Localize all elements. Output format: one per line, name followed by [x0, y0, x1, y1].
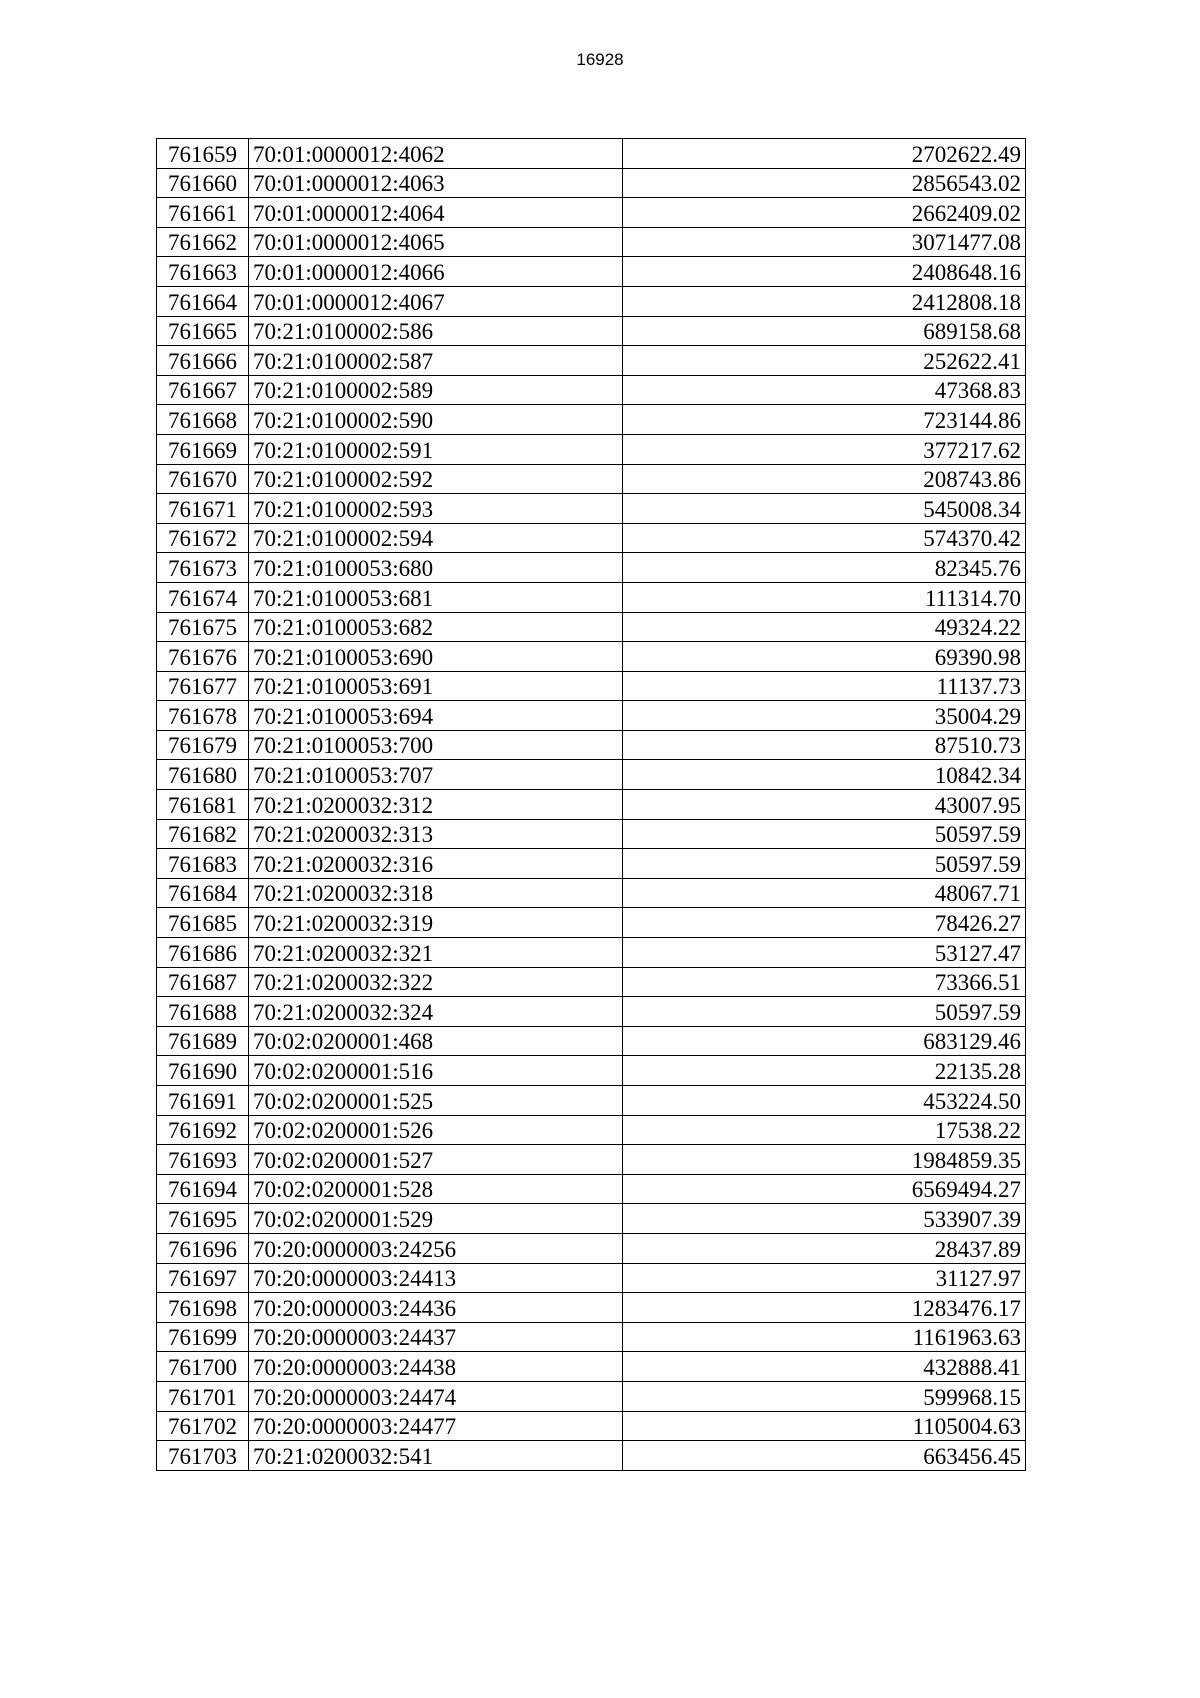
cadastral-value-cell: 50597.59 — [623, 819, 1026, 849]
table-row — [157, 642, 1026, 672]
cadastral-number-cell: 70:01:0000012:4064 — [249, 198, 623, 228]
cadastral-number-cell: 70:21:0200032:319 — [249, 908, 623, 938]
cadastral-value-cell: 599968.15 — [623, 1381, 1026, 1411]
cadastral-number-cell: 70:21:0200032:321 — [249, 938, 623, 968]
row-number-cell: 761670 — [157, 464, 249, 494]
table-row — [157, 1115, 1026, 1145]
table-row — [157, 819, 1026, 849]
cadastral-value-cell: 50597.59 — [623, 997, 1026, 1027]
cadastral-number-cell: 70:02:0200001:529 — [249, 1204, 623, 1234]
cadastral-number-cell: 70:21:0100053:682 — [249, 612, 623, 642]
cadastral-value-cell: 1161963.63 — [623, 1322, 1026, 1352]
row-number-cell: 761681 — [157, 790, 249, 820]
cadastral-number-cell: 70:21:0100002:592 — [249, 464, 623, 494]
cadastral-value-cell: 453224.50 — [623, 1086, 1026, 1116]
table-row — [157, 701, 1026, 731]
table-row — [157, 671, 1026, 701]
cadastral-number-cell: 70:21:0100053:694 — [249, 701, 623, 731]
cadastral-value-cell: 663456.45 — [623, 1441, 1026, 1471]
row-number-cell: 761694 — [157, 1174, 249, 1204]
cadastral-number-cell: 70:21:0100002:586 — [249, 316, 623, 346]
table-row — [157, 938, 1026, 968]
cadastral-number-cell: 70:21:0200032:318 — [249, 878, 623, 908]
table-row — [157, 1233, 1026, 1263]
cadastral-value-cell: 49324.22 — [623, 612, 1026, 642]
table-row — [157, 612, 1026, 642]
row-number-cell: 761701 — [157, 1381, 249, 1411]
cadastral-number-cell: 70:20:0000003:24436 — [249, 1293, 623, 1323]
row-number-cell: 761662 — [157, 227, 249, 257]
table-row — [157, 967, 1026, 997]
row-number-cell: 761686 — [157, 938, 249, 968]
row-number-cell: 761695 — [157, 1204, 249, 1234]
cadastral-value-cell: 53127.47 — [623, 938, 1026, 968]
table-row — [157, 1441, 1026, 1471]
row-number-cell: 761664 — [157, 286, 249, 316]
table-row — [157, 1174, 1026, 1204]
cadastral-value-cell: 11137.73 — [623, 671, 1026, 701]
row-number-cell: 761687 — [157, 967, 249, 997]
cadastral-number-cell: 70:20:0000003:24413 — [249, 1263, 623, 1293]
table-row — [157, 997, 1026, 1027]
cadastral-value-cell: 6569494.27 — [623, 1174, 1026, 1204]
row-number-cell: 761700 — [157, 1352, 249, 1382]
cadastral-number-cell: 70:01:0000012:4065 — [249, 227, 623, 257]
table-row — [157, 908, 1026, 938]
row-number-cell: 761699 — [157, 1322, 249, 1352]
cadastral-value-cell: 1105004.63 — [623, 1411, 1026, 1441]
row-number-cell: 761698 — [157, 1293, 249, 1323]
cadastral-value-cell: 31127.97 — [623, 1263, 1026, 1293]
cadastral-number-cell: 70:21:0100053:691 — [249, 671, 623, 701]
table-row — [157, 1293, 1026, 1323]
table-row — [157, 375, 1026, 405]
table-row — [157, 730, 1026, 760]
cadastral-value-cell: 2408648.16 — [623, 257, 1026, 287]
cadastral-value-cell: 35004.29 — [623, 701, 1026, 731]
cadastral-number-cell: 70:21:0100053:690 — [249, 642, 623, 672]
cadastral-value-cell: 3071477.08 — [623, 227, 1026, 257]
cadastral-number-cell: 70:02:0200001:528 — [249, 1174, 623, 1204]
row-number-cell: 761676 — [157, 642, 249, 672]
cadastral-value-cell: 48067.71 — [623, 878, 1026, 908]
cadastral-value-cell: 689158.68 — [623, 316, 1026, 346]
cadastral-number-cell: 70:01:0000012:4062 — [249, 139, 623, 169]
cadastral-number-cell: 70:20:0000003:24477 — [249, 1411, 623, 1441]
table-row — [157, 553, 1026, 583]
row-number-cell: 761690 — [157, 1056, 249, 1086]
table-row — [157, 878, 1026, 908]
cadastral-value-cell: 73366.51 — [623, 967, 1026, 997]
table-row — [157, 1411, 1026, 1441]
cadastral-number-cell: 70:01:0000012:4066 — [249, 257, 623, 287]
table-row — [157, 1322, 1026, 1352]
row-number-cell: 761678 — [157, 701, 249, 731]
cadastral-number-cell: 70:21:0100053:700 — [249, 730, 623, 760]
row-number-cell: 761671 — [157, 494, 249, 524]
cadastral-value-cell: 2412808.18 — [623, 286, 1026, 316]
table-row — [157, 849, 1026, 879]
cadastral-number-cell: 70:21:0100053:680 — [249, 553, 623, 583]
cadastral-number-cell: 70:21:0200032:313 — [249, 819, 623, 849]
cadastral-number-cell: 70:21:0200032:312 — [249, 790, 623, 820]
row-number-cell: 761660 — [157, 168, 249, 198]
cadastral-number-cell: 70:21:0100053:681 — [249, 582, 623, 612]
row-number-cell: 761688 — [157, 997, 249, 1027]
row-number-cell: 761703 — [157, 1441, 249, 1471]
row-number-cell: 761702 — [157, 1411, 249, 1441]
cadastral-number-cell: 70:21:0200032:324 — [249, 997, 623, 1027]
row-number-cell: 761691 — [157, 1086, 249, 1116]
table-row — [157, 1263, 1026, 1293]
cadastral-value-cell: 50597.59 — [623, 849, 1026, 879]
cadastral-value-table — [156, 138, 1026, 1471]
row-number-cell: 761677 — [157, 671, 249, 701]
row-number-cell: 761669 — [157, 434, 249, 464]
cadastral-value-cell: 2702622.49 — [623, 139, 1026, 169]
table-row — [157, 1352, 1026, 1382]
table-row — [157, 286, 1026, 316]
table-row — [157, 464, 1026, 494]
cadastral-number-cell: 70:21:0200032:316 — [249, 849, 623, 879]
cadastral-number-cell: 70:21:0100002:587 — [249, 346, 623, 376]
cadastral-value-cell: 111314.70 — [623, 582, 1026, 612]
row-number-cell: 761666 — [157, 346, 249, 376]
table-row — [157, 1056, 1026, 1086]
cadastral-value-cell: 723144.86 — [623, 405, 1026, 435]
table-row — [157, 434, 1026, 464]
cadastral-number-cell: 70:21:0100002:591 — [249, 434, 623, 464]
table-row — [157, 316, 1026, 346]
cadastral-value-cell: 17538.22 — [623, 1115, 1026, 1145]
row-number-cell: 761668 — [157, 405, 249, 435]
cadastral-value-cell: 2856543.02 — [623, 168, 1026, 198]
cadastral-number-cell: 70:21:0200032:322 — [249, 967, 623, 997]
table-row — [157, 523, 1026, 553]
cadastral-value-cell: 28437.89 — [623, 1233, 1026, 1263]
cadastral-value-cell: 252622.41 — [623, 346, 1026, 376]
table-row — [157, 1086, 1026, 1116]
cadastral-value-cell: 82345.76 — [623, 553, 1026, 583]
cadastral-number-cell: 70:01:0000012:4063 — [249, 168, 623, 198]
cadastral-value-cell: 533907.39 — [623, 1204, 1026, 1234]
row-number-cell: 761696 — [157, 1233, 249, 1263]
cadastral-value-cell: 22135.28 — [623, 1056, 1026, 1086]
cadastral-value-cell: 78426.27 — [623, 908, 1026, 938]
cadastral-value-cell: 1984859.35 — [623, 1145, 1026, 1175]
table-row — [157, 198, 1026, 228]
table-row — [157, 139, 1026, 169]
cadastral-value-cell: 87510.73 — [623, 730, 1026, 760]
cadastral-value-cell: 1283476.17 — [623, 1293, 1026, 1323]
cadastral-number-cell: 70:02:0200001:516 — [249, 1056, 623, 1086]
cadastral-value-cell: 208743.86 — [623, 464, 1026, 494]
row-number-cell: 761679 — [157, 730, 249, 760]
row-number-cell: 761665 — [157, 316, 249, 346]
row-number-cell: 761682 — [157, 819, 249, 849]
cadastral-number-cell: 70:02:0200001:527 — [249, 1145, 623, 1175]
cadastral-number-cell: 70:20:0000003:24256 — [249, 1233, 623, 1263]
cadastral-value-cell: 69390.98 — [623, 642, 1026, 672]
row-number-cell: 761663 — [157, 257, 249, 287]
table-row — [157, 227, 1026, 257]
cadastral-number-cell: 70:02:0200001:468 — [249, 1026, 623, 1056]
table-row — [157, 257, 1026, 287]
cadastral-number-cell: 70:21:0100002:593 — [249, 494, 623, 524]
cadastral-number-cell: 70:20:0000003:24437 — [249, 1322, 623, 1352]
cadastral-value-cell: 545008.34 — [623, 494, 1026, 524]
cadastral-number-cell: 70:21:0100053:707 — [249, 760, 623, 790]
page-number: 16928 — [576, 50, 624, 69]
cadastral-value-cell: 2662409.02 — [623, 198, 1026, 228]
cadastral-number-cell: 70:21:0100002:589 — [249, 375, 623, 405]
cadastral-number-cell: 70:20:0000003:24474 — [249, 1381, 623, 1411]
cadastral-number-cell: 70:02:0200001:525 — [249, 1086, 623, 1116]
table-row — [157, 790, 1026, 820]
table-row — [157, 494, 1026, 524]
table-row — [157, 346, 1026, 376]
row-number-cell: 761680 — [157, 760, 249, 790]
table-row — [157, 1145, 1026, 1175]
row-number-cell: 761659 — [157, 139, 249, 169]
row-number-cell: 761689 — [157, 1026, 249, 1056]
cadastral-value-cell: 43007.95 — [623, 790, 1026, 820]
cadastral-value-cell: 432888.41 — [623, 1352, 1026, 1382]
row-number-cell: 761675 — [157, 612, 249, 642]
row-number-cell: 761661 — [157, 198, 249, 228]
cadastral-number-cell: 70:21:0100002:594 — [249, 523, 623, 553]
row-number-cell: 761685 — [157, 908, 249, 938]
table-row — [157, 1381, 1026, 1411]
cadastral-value-cell: 377217.62 — [623, 434, 1026, 464]
cadastral-number-cell: 70:21:0100002:590 — [249, 405, 623, 435]
table-row — [157, 168, 1026, 198]
table-row — [157, 760, 1026, 790]
cadastral-number-cell: 70:02:0200001:526 — [249, 1115, 623, 1145]
cadastral-value-cell: 683129.46 — [623, 1026, 1026, 1056]
cadastral-value-cell: 10842.34 — [623, 760, 1026, 790]
cadastral-value-cell: 574370.42 — [623, 523, 1026, 553]
row-number-cell: 761684 — [157, 878, 249, 908]
row-number-cell: 761683 — [157, 849, 249, 879]
cadastral-number-cell: 70:21:0200032:541 — [249, 1441, 623, 1471]
cadastral-value-cell: 47368.83 — [623, 375, 1026, 405]
row-number-cell: 761667 — [157, 375, 249, 405]
row-number-cell: 761674 — [157, 582, 249, 612]
row-number-cell: 761692 — [157, 1115, 249, 1145]
table-row — [157, 1026, 1026, 1056]
table-row — [157, 1204, 1026, 1234]
row-number-cell: 761673 — [157, 553, 249, 583]
row-number-cell: 761672 — [157, 523, 249, 553]
table-row — [157, 582, 1026, 612]
table-body — [157, 139, 1026, 1471]
row-number-cell: 761697 — [157, 1263, 249, 1293]
table-row — [157, 405, 1026, 435]
cadastral-number-cell: 70:20:0000003:24438 — [249, 1352, 623, 1382]
cadastral-number-cell: 70:01:0000012:4067 — [249, 286, 623, 316]
row-number-cell: 761693 — [157, 1145, 249, 1175]
